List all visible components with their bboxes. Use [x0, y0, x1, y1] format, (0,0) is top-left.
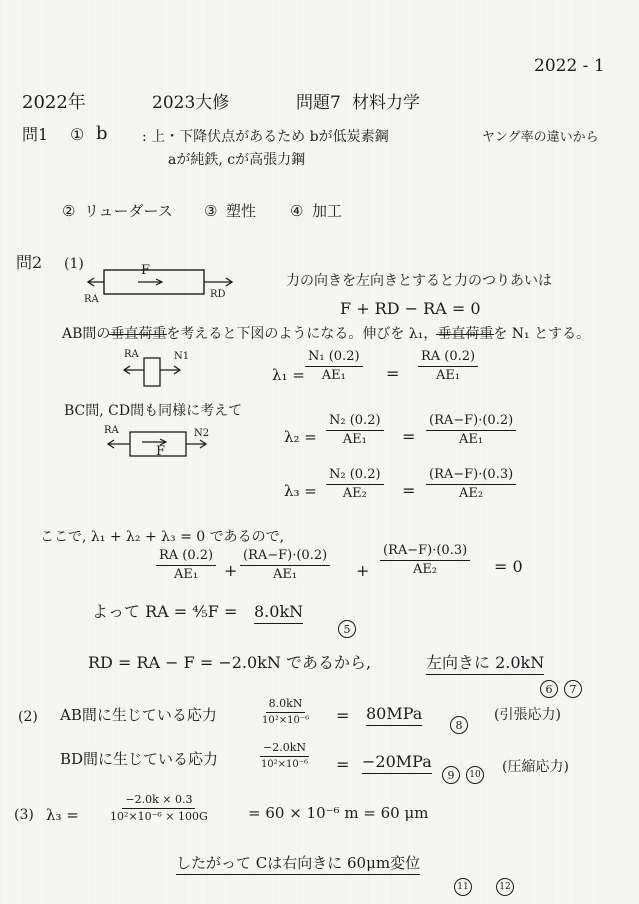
here-text: ここで, λ₁ + λ₂ + λ₃ = 0 であるので, — [40, 529, 285, 545]
eq3-frac2: $\frac{(RA-F)\cdot(0.3)}{\text{AE₂}}$ — [426, 468, 516, 502]
q2-part2: (2) — [18, 709, 38, 725]
ra-answer-marker: 5 — [338, 620, 356, 638]
balance-equation: F + RD − RA = 0 — [340, 299, 481, 318]
q1-ans1: b — [96, 123, 108, 144]
q1-a2-num: ② — [62, 202, 76, 220]
eq2-frac2: $\frac{(RA-F)\cdot(0.2)}{\text{AE₁}}$ — [426, 414, 516, 448]
diagram3-F-label: F — [156, 444, 166, 459]
diagram2-N1-label: N1 — [174, 351, 190, 362]
q1-a4: 加工 — [312, 202, 343, 220]
page-date: 2022 - 1 — [534, 56, 605, 76]
eq2-frac1: $\frac{\text{N₂ (0.2)}}{\text{AE₁}}$ — [326, 414, 384, 448]
ra-answer: 8.0kN — [254, 604, 303, 620]
bd-stress-answer: −20MPa — [362, 754, 432, 770]
conclusion-marker-11: 11 — [454, 878, 472, 896]
q2-part1: (1) — [64, 256, 84, 272]
header-univ: 2023大修 — [152, 93, 230, 113]
q1-a4-num: ④ — [290, 202, 304, 220]
eq3-frac1: $\frac{\text{N₂ (0.2)}}{\text{AE₂}}$ — [326, 468, 384, 502]
ab-stress-marker-8: 8 — [450, 716, 468, 734]
q1-a2: リューダース — [84, 202, 173, 220]
sum-plus2: + — [356, 561, 370, 580]
sum-frac1: $\frac{RA (0.2)}{\text{AE₁}}$ — [156, 549, 216, 583]
q1-a3: 塑性 — [226, 202, 257, 220]
bd-stress-frac: $\frac{-2.0kN}{\text{10²×10⁻⁶}}$ — [260, 741, 309, 771]
disp-lhs: λ₃ = — [46, 806, 79, 824]
sum-frac3: $\frac{(RA-F)\cdot(0.3)}{\text{AE₂}}$ — [380, 544, 470, 578]
eq2-equals: = — [402, 427, 416, 446]
ab-section-text: AB間の垂直荷重を考えると下図のようになる。伸びを λ₁，垂直荷重を N₁ とする。 — [62, 326, 591, 342]
diagram3-N2-label: N2 — [194, 428, 210, 439]
q1-reason2: aが純鉄, cが高張力鋼 — [168, 152, 306, 168]
rd-answer-marker-6: 6 — [540, 680, 558, 698]
diagram1-F-label: F — [141, 263, 151, 278]
sum-plus1: + — [224, 561, 238, 580]
ab-stress-answer: 80MPa — [366, 706, 422, 722]
conclusion-text: したがって Cは右向きに 60μm変位 — [176, 856, 420, 871]
bd-stress-marker-9: 9 — [442, 766, 460, 784]
diagram1-RA-label: RA — [84, 294, 99, 305]
diagram2-RA-label: RA — [124, 349, 139, 360]
bc-section-text: BC間, CD間も同様に考えて — [64, 403, 243, 419]
bd-stress-label: BD間に生じている応力 — [60, 750, 219, 768]
rd-result-text: RD = RA − F = −2.0kN であるから, — [88, 653, 372, 672]
q2-label: 問2 — [16, 253, 43, 272]
disp-frac: $\frac{-2.0k \times 0.3}{\text{10²×10⁻⁶ × 100G}}$ — [110, 793, 208, 824]
q1-num1: ① — [70, 125, 85, 144]
ab-stress-note: (引張応力) — [494, 707, 561, 723]
bd-stress-equals: = — [336, 755, 350, 774]
q1-reason1: : 上・下降伏点があるため bが低炭素鋼 — [142, 129, 389, 145]
ab-stress-label: AB間に生じている応力 — [60, 706, 217, 724]
ra-result-text: よって RA = ⅘F = — [92, 602, 238, 621]
sum-rhs: = 0 — [494, 557, 523, 576]
eq2-lhs: λ₂ = — [284, 428, 317, 446]
eq3-lhs: λ₃ = — [284, 482, 317, 500]
ab-stress-frac: $\frac{8.0kN}{\text{10²×10⁻⁶}}$ — [262, 697, 310, 727]
header-year: 2022年 — [22, 92, 86, 113]
q2-part3: (3) — [14, 807, 34, 823]
conclusion-marker-12: 12 — [496, 878, 514, 896]
header-subject: 材料力学 — [352, 93, 420, 113]
balance-text: 力の向きを左向きとすると力のつりあいは — [286, 273, 552, 289]
q1-a3-num: ③ — [204, 202, 218, 220]
sum-frac2: $\frac{(RA-F)\cdot(0.2)}{\text{AE₁}}$ — [240, 549, 330, 583]
q1-reason1b: ヤング率の違いから — [482, 130, 599, 145]
rd-answer: 左向きに 2.0kN — [426, 655, 544, 671]
bd-stress-note: (圧縮応力) — [502, 759, 569, 775]
rd-answer-marker-7: 7 — [564, 680, 582, 698]
eq1-lhs: λ₁ = — [272, 366, 305, 384]
disp-result: = 60 × 10⁻⁶ m = 60 μm — [248, 804, 429, 822]
diagram3-RA-label: RA — [104, 425, 119, 436]
bar-diagram — [86, 262, 236, 312]
eq1-frac1: $\frac{\text{N₁ (0.2)}}{\text{AE₁}}$ — [305, 350, 363, 384]
eq3-equals: = — [402, 481, 416, 500]
ab-stress-equals: = — [336, 706, 350, 725]
header-problem: 問題7 — [296, 93, 341, 113]
bd-stress-marker-10: 10 — [466, 766, 484, 784]
diagram1-RD-label: RD — [210, 289, 226, 300]
eq1-equals: = — [386, 364, 400, 383]
eq1-frac2: $\frac{RA (0.2)}{\text{AE₁}}$ — [418, 350, 478, 384]
q1-label: 問1 — [22, 125, 49, 144]
